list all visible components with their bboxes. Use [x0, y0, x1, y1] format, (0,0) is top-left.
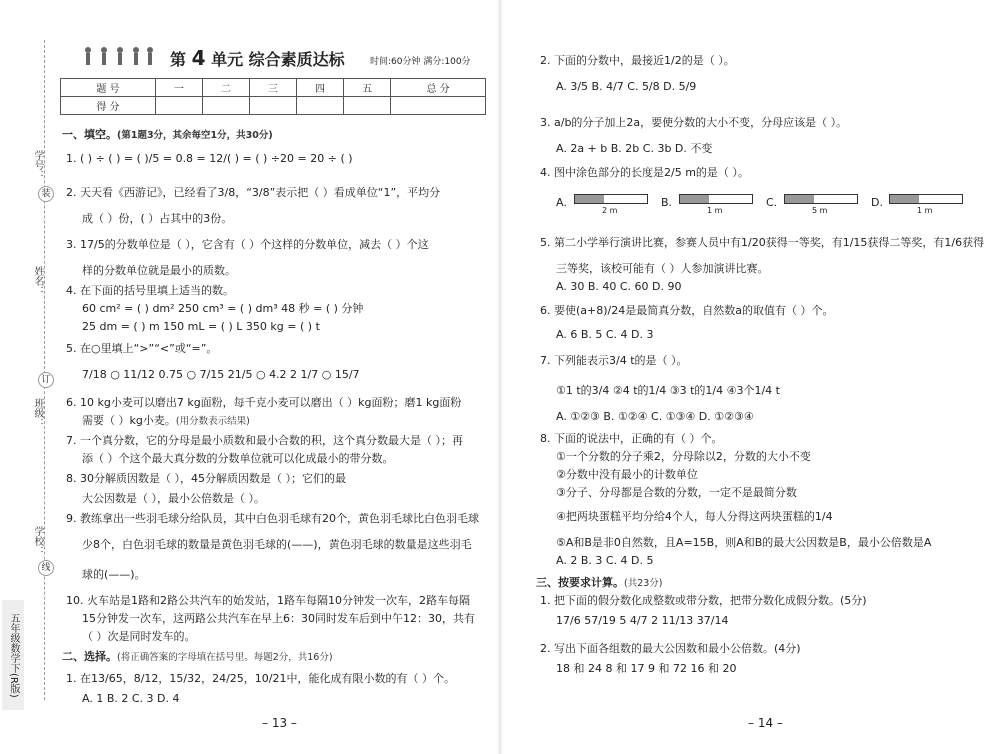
- section-3-title: 三、按要求计算。: [536, 576, 624, 589]
- unit-title-text: 单元 综合素质达标: [211, 50, 345, 69]
- school-label: 学校：: [32, 526, 43, 556]
- mc4-option-letter: D.: [871, 196, 883, 209]
- section-2-note: (将正确答案的字母填在括号里。每题2分，共16分): [117, 652, 333, 663]
- section-2-title: 二、选择。: [62, 650, 117, 663]
- q4-line: 4. 在下面的括号里填上适当的数。: [66, 284, 234, 297]
- q7-line-1: 7. 一个真分数，它的分母是最小质数和最小合数的积，这个真分数最大是（ ）；再: [66, 434, 463, 447]
- bar-length-label: 5 m: [812, 206, 828, 215]
- mc8-options: A. 2 B. 3 C. 4 D. 5: [556, 554, 654, 567]
- mc4-option-letter: B.: [661, 196, 673, 209]
- q6-note: (用分数表示结果): [175, 416, 250, 427]
- mc4-option[interactable]: [871, 190, 971, 220]
- class-label: 班级：: [32, 398, 43, 428]
- q3-line-1: 3. 17/5的分数单位是（ ），它含有（ ）个这样的分数单位，减去（ ）个这: [66, 238, 429, 251]
- q2-line-1: 2. 天天看《西游记》，已经看了3/8，“3/8”表示把（ ）看成单位“1”，平均分: [66, 186, 441, 199]
- q2-line-2: 成（ ）份，( ）占其中的3份。: [82, 212, 233, 225]
- score-field[interactable]: [249, 97, 296, 115]
- q9-line-2: 少8个，白色羽毛球的数量是黄色羽毛球的(——)，黄色羽毛球的数量是这些羽毛: [82, 538, 472, 551]
- q1-line: 1. ( ) ÷ ( ) = ( )/5 = 0.8 = 12/( ) = ( ) ÷20 = 20 ÷ ( ): [66, 152, 353, 165]
- kids-illustration-icon: [80, 44, 158, 72]
- calc2-items: 18 和 24 8 和 17 9 和 72 16 和 20: [556, 662, 737, 675]
- mc5-question-2: 三等奖，该校可能有（ ）人参加演讲比赛。: [556, 262, 769, 275]
- unit-prefix: 第: [170, 50, 187, 69]
- mc5-options: A. 30 B. 40 C. 60 D. 90: [556, 280, 682, 293]
- mc8-statement-3: ③分子、分母都是合数的分数，一定不是最简分数: [556, 486, 797, 499]
- mc4-option[interactable]: [556, 190, 656, 220]
- shaded-portion: [680, 195, 709, 203]
- calc1-question: 1. 把下面的假分数化成整数或带分数，把带分数化成假分数。(5分): [540, 594, 867, 607]
- calc2-question: 2. 写出下面各组数的最大公因数和最小公倍数。(4分): [540, 642, 801, 655]
- binding-margin: [0, 0, 56, 754]
- shaded-portion: [785, 195, 814, 203]
- segment-bar: [889, 194, 963, 204]
- q8-line-1: 8. 30分解质因数是（ ），45分解质因数是（ ）；它们的最: [66, 472, 346, 485]
- mc4-option-letter: C.: [766, 196, 778, 209]
- q5-line: 5. 在○里填上“>”“<”或“=”。: [66, 342, 218, 355]
- mc8-statement-2: ②分数中没有最小的计数单位: [556, 468, 698, 481]
- q10-line-2: 15分钟发一次车，这两路公共汽车在早上6：30同时发车后到中午12：30，共有: [82, 612, 475, 625]
- unit-title: [170, 46, 345, 70]
- mc2-question: 2. 下面的分数中，最接近1/2的是（ ）。: [540, 54, 735, 67]
- mc8-question: 8. 下面的说法中，正确的有（ ）个。: [540, 432, 723, 445]
- q8-line-2: 大公因数是（ ），最小公倍数是（ ）。: [82, 492, 265, 505]
- series-label: 五年级数学下(R版): [2, 600, 24, 710]
- page-number-14: – 14 –: [748, 716, 783, 730]
- mc1-question: 1. 在13/65，8/12，15/32，24/25，10/21中，能化成有限小数的有（ ）个。: [66, 672, 455, 685]
- mc8-statement-4: ④把两块蛋糕平均分给4个人，每人分得这两块蛋糕的1/4: [556, 510, 833, 523]
- score-cell: 总 分: [391, 79, 486, 97]
- bind-mark-xian: 线: [38, 560, 54, 576]
- bind-mark-ding: 订: [38, 372, 54, 388]
- q3-line-2: 样的分数单位就是最小的质数。: [82, 264, 236, 277]
- score-cell: 三: [249, 79, 296, 97]
- score-field[interactable]: [344, 97, 391, 115]
- q6-text: 需要（ ）kg小麦。: [82, 414, 176, 427]
- section-3-note: (共23分): [624, 578, 663, 589]
- q7-line-2: 添（ ）个这个最大真分数的分数单位就可以化成最小的带分数。: [82, 452, 394, 465]
- mc6-options: A. 6 B. 5 C. 4 D. 3: [556, 328, 654, 341]
- score-table: [60, 78, 486, 115]
- q10-line-1: 10. 火车站是1路和2路公共汽车的始发站，1路车每隔10分钟发一次车，2路车每隔: [66, 594, 470, 607]
- mc5-question-1: 5. 第二小学举行演讲比赛，参赛人员中有1/20获得一等奖，有1/15获得二等奖，有1/6获得: [540, 236, 985, 249]
- calc1-items: 17/6 57/19 5 4/7 2 11/13 37/14: [556, 614, 729, 627]
- section-1-title: 一、填空。: [62, 128, 117, 141]
- q4-units-2: 25 dm = ( ) m 150 mL = ( ) L 350 kg = ( ) t: [82, 320, 320, 333]
- score-cell: 四: [297, 79, 344, 97]
- section-1-heading: [62, 126, 273, 142]
- mc3-question: 3. a/b的分子加上2a，要使分数的大小不变，分母应该是（ ）。: [540, 116, 848, 129]
- segment-bar: [784, 194, 858, 204]
- q10-line-3: （ ）次是同时发车的。: [82, 630, 196, 643]
- time-score-info: 时间:60分钟 满分:100分: [370, 57, 471, 67]
- score-field[interactable]: [202, 97, 249, 115]
- score-row-label: 得 分: [61, 97, 156, 115]
- mc3-options: A. 2a + b B. 2b C. 3b D. 不变: [556, 142, 713, 155]
- mc7-question: 7. 下列能表示3/4 t的是（ ）。: [540, 354, 688, 367]
- q9-line-1: 9. 教练拿出一些羽毛球分给队员，其中白色羽毛球有20个，黄色羽毛球比白色羽毛球: [66, 512, 479, 525]
- segment-bar: [679, 194, 753, 204]
- cut-line: [44, 40, 45, 700]
- mc1-options: A. 1 B. 2 C. 3 D. 4: [82, 692, 180, 705]
- name-label: 姓名：: [32, 266, 43, 296]
- mc4-option[interactable]: [661, 190, 761, 220]
- mc4-option[interactable]: [766, 190, 866, 220]
- mc4-option-letter: A.: [556, 196, 567, 209]
- score-header-row: [61, 79, 486, 97]
- mc8-statement-5: ⑤A和B是非0自然数，且A=15B，则A和B的最大公因数是B，最小公倍数是A: [556, 536, 932, 549]
- bar-length-label: 2 m: [602, 206, 618, 215]
- score-field[interactable]: [155, 97, 202, 115]
- mc4-question: 4. 图中涂色部分的长度是2/5 m的是（ ）。: [540, 166, 749, 179]
- mc2-options: A. 3/5 B. 4/7 C. 5/8 D. 5/9: [556, 80, 697, 93]
- score-cell: 一: [155, 79, 202, 97]
- bar-length-label: 1 m: [917, 206, 933, 215]
- mc4-bar-options: [556, 190, 976, 220]
- section-1-note: (第1题3分，其余每空1分，共30分): [117, 130, 273, 141]
- segment-bar: [574, 194, 648, 204]
- section-3-heading: [536, 574, 663, 590]
- score-field[interactable]: [391, 97, 486, 115]
- score-cell: 题 号: [61, 79, 156, 97]
- shaded-portion: [890, 195, 919, 203]
- mc7-options: A. ①②③ B. ①②④ C. ①③④ D. ①②③④: [556, 410, 754, 423]
- q6-line-2: [82, 412, 250, 428]
- section-2-heading: [62, 648, 333, 664]
- mc6-question: 6. 要使(a+8)/24是最简真分数，自然数a的取值有（ ）个。: [540, 304, 834, 317]
- bar-length-label: 1 m: [707, 206, 723, 215]
- score-cell: 五: [344, 79, 391, 97]
- bind-mark-zhuang: 装: [38, 186, 54, 202]
- q4-units-1: 60 cm² = ( ) dm² 250 cm³ = ( ) dm³ 48 秒 = ( ) 分钟: [82, 302, 364, 315]
- mc8-statement-1: ①一个分数的分子乘2，分母除以2，分数的大小不变: [556, 450, 811, 463]
- shaded-portion: [575, 195, 604, 203]
- page-14: [500, 0, 1000, 754]
- q6-line-1: 6. 10 kg小麦可以磨出7 kg面粉，每千克小麦可以磨出（ ）kg面粉；磨1 kg面粉: [66, 396, 462, 409]
- q5-compare-row: 7/18 ○ 11/12 0.75 ○ 7/15 21/5 ○ 4.2 2 1/7 ○ 15/7: [82, 368, 360, 381]
- unit-number: 4: [191, 46, 206, 70]
- student-id-label: 学号：: [32, 150, 43, 180]
- score-input-row: [61, 97, 486, 115]
- page-number-13: – 13 –: [262, 716, 297, 730]
- score-cell: 二: [202, 79, 249, 97]
- q9-line-3: 球的(——)。: [82, 568, 146, 581]
- score-field[interactable]: [297, 97, 344, 115]
- mc7-statements: ①1 t的3/4 ②4 t的1/4 ③3 t的1/4 ④3个1/4 t: [556, 384, 780, 397]
